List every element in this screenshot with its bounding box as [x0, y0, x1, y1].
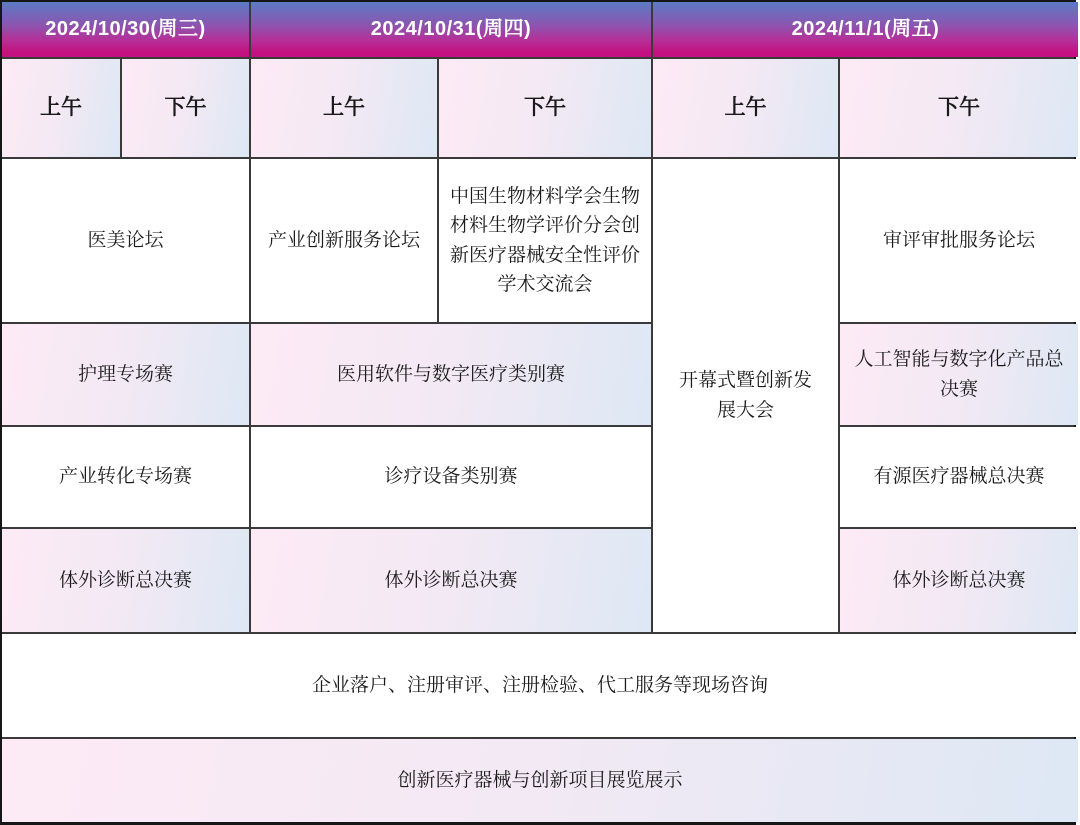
- subheader-day3-am: 上午: [653, 59, 838, 157]
- date-header-day2: 2024/10/31(周四): [251, 2, 651, 57]
- session-cell-ai-digital-product-finals: 人工智能与数字化产品总决赛: [840, 324, 1078, 425]
- subheader-day2-am: 上午: [251, 59, 437, 157]
- date-header-day1: 2024/10/30(周三): [2, 2, 249, 57]
- full-width-exhibition-row: 创新医疗器械与创新项目展览展示: [2, 739, 1078, 822]
- full-width-onsite-consultation-row: 企业落户、注册审评、注册检验、代工服务等现场咨询: [2, 634, 1078, 737]
- subheader-day2-pm: 下午: [439, 59, 651, 157]
- session-cell-ivd-finals-day3: 体外诊断总决赛: [840, 529, 1078, 632]
- session-cell-biomaterials-academic-exchange: 中国生物材料学会生物材料生物学评价分会创新医疗器械安全性评价学术交流会: [439, 159, 651, 322]
- session-cell-ivd-finals-day1: 体外诊断总决赛: [2, 529, 249, 632]
- session-cell-review-approval-service-forum: 审评审批服务论坛: [840, 159, 1078, 322]
- subheader-day1-am: 上午: [2, 59, 120, 157]
- session-cell-active-medical-device-finals: 有源医疗器械总决赛: [840, 427, 1078, 527]
- session-cell-industry-transformation-contest: 产业转化专场赛: [2, 427, 249, 527]
- subheader-day3-pm: 下午: [840, 59, 1078, 157]
- date-header-day3: 2024/11/1(周五): [653, 2, 1078, 57]
- session-cell-diagnosis-treatment-equipment-contest: 诊疗设备类别赛: [251, 427, 651, 527]
- session-cell-ivd-finals-day2: 体外诊断总决赛: [251, 529, 651, 632]
- session-cell-nursing-special-contest: 护理专场赛: [2, 324, 249, 425]
- session-cell-industry-innovation-service-forum: 产业创新服务论坛: [251, 159, 437, 322]
- session-cell-medical-aesthetics-forum: 医美论坛: [2, 159, 249, 322]
- subheader-day1-pm: 下午: [122, 59, 249, 157]
- session-cell-medical-software-digital-health-contest: 医用软件与数字医疗类别赛: [251, 324, 651, 425]
- session-cell-opening-ceremony: 开幕式暨创新发展大会: [653, 159, 838, 632]
